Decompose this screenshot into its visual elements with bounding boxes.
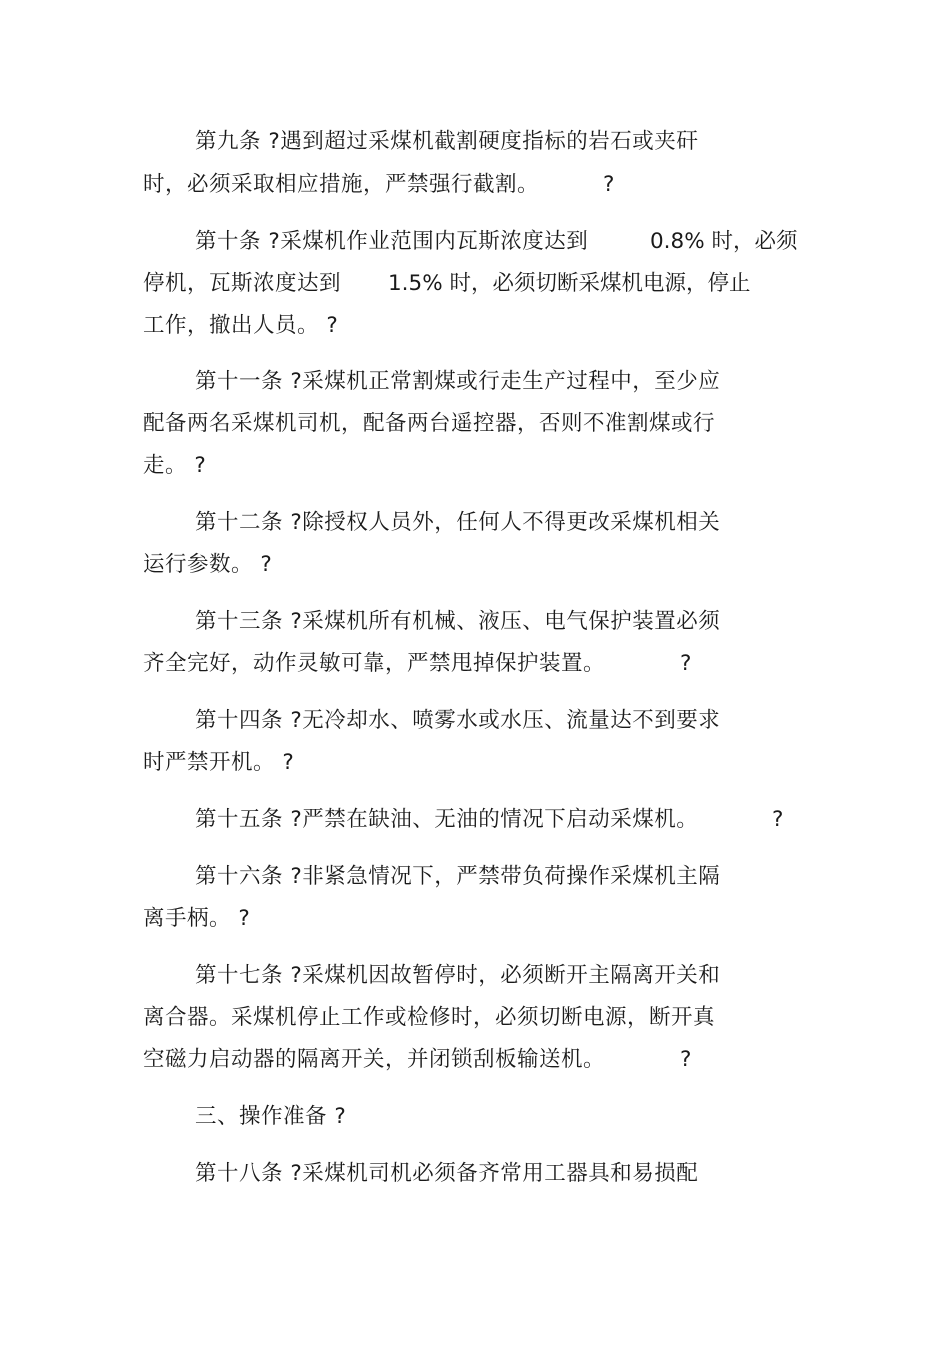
article-12-line-1: 第十二条 ?除授权人员外，任何人不得更改采煤机相关 — [195, 510, 721, 535]
article-17-line-2: 离合器。采煤机停止工作或检修时，必须切断电源，断开真 — [143, 1005, 716, 1030]
article-9-line-1: 第九条 ?遇到超过采煤机截割硬度指标的岩石或夹矸 — [195, 129, 699, 154]
article-11-line-3: 走。 ? — [143, 453, 207, 478]
article-10-line-1a: 第十条 ?采煤机作业范围内瓦斯浓度达到 — [195, 229, 589, 254]
article-9-line-2: 时，必须采取相应措施，严禁强行截割。 — [143, 172, 540, 197]
article-11-line-1: 第十一条 ?采煤机正常割煤或行走生产过程中，至少应 — [195, 369, 721, 394]
article-14-line-1: 第十四条 ?无冷却水、喷雾水或水压、流量达不到要求 — [195, 708, 721, 733]
section-3-heading: 三、操作准备 ? — [195, 1104, 347, 1129]
article-9-mark: ? — [603, 172, 615, 197]
article-14-line-2: 时严禁开机。 ? — [143, 750, 295, 775]
article-10-line-3: 工作，撤出人员。 ? — [143, 313, 339, 338]
article-15-line-1: 第十五条 ?严禁在缺油、无油的情况下启动采煤机。 — [195, 807, 699, 832]
article-12-line-2: 运行参数。 ? — [143, 552, 273, 577]
article-18-line-1: 第十八条 ?采煤机司机必须备齐常用工器具和易损配 — [195, 1161, 699, 1186]
article-11-line-2: 配备两名采煤机司机，配备两台遥控器，否则不准割煤或行 — [143, 411, 716, 436]
article-10-line-1b: 0.8% 时，必须 — [650, 229, 798, 254]
article-13-mark: ? — [680, 651, 692, 676]
article-13-line-1: 第十三条 ?采煤机所有机械、液压、电气保护装置必须 — [195, 609, 721, 634]
article-15-mark: ? — [772, 807, 784, 832]
article-10-line-2b: 1.5% 时，必须切断采煤机电源，停止 — [388, 271, 751, 296]
article-13-line-2: 齐全完好，动作灵敏可靠，严禁甩掉保护装置。 — [143, 651, 606, 676]
article-16-line-2: 离手柄。 ? — [143, 906, 251, 931]
article-17-mark: ? — [680, 1047, 692, 1072]
article-16-line-1: 第十六条 ?非紧急情况下，严禁带负荷操作采煤机主隔 — [195, 864, 721, 889]
article-10-line-2a: 停机，瓦斯浓度达到 — [143, 271, 342, 296]
article-17-line-1: 第十七条 ?采煤机因故暂停时，必须断开主隔离开关和 — [195, 963, 721, 988]
article-17-line-3: 空磁力启动器的隔离开关，并闭锁刮板输送机。 — [143, 1047, 606, 1072]
